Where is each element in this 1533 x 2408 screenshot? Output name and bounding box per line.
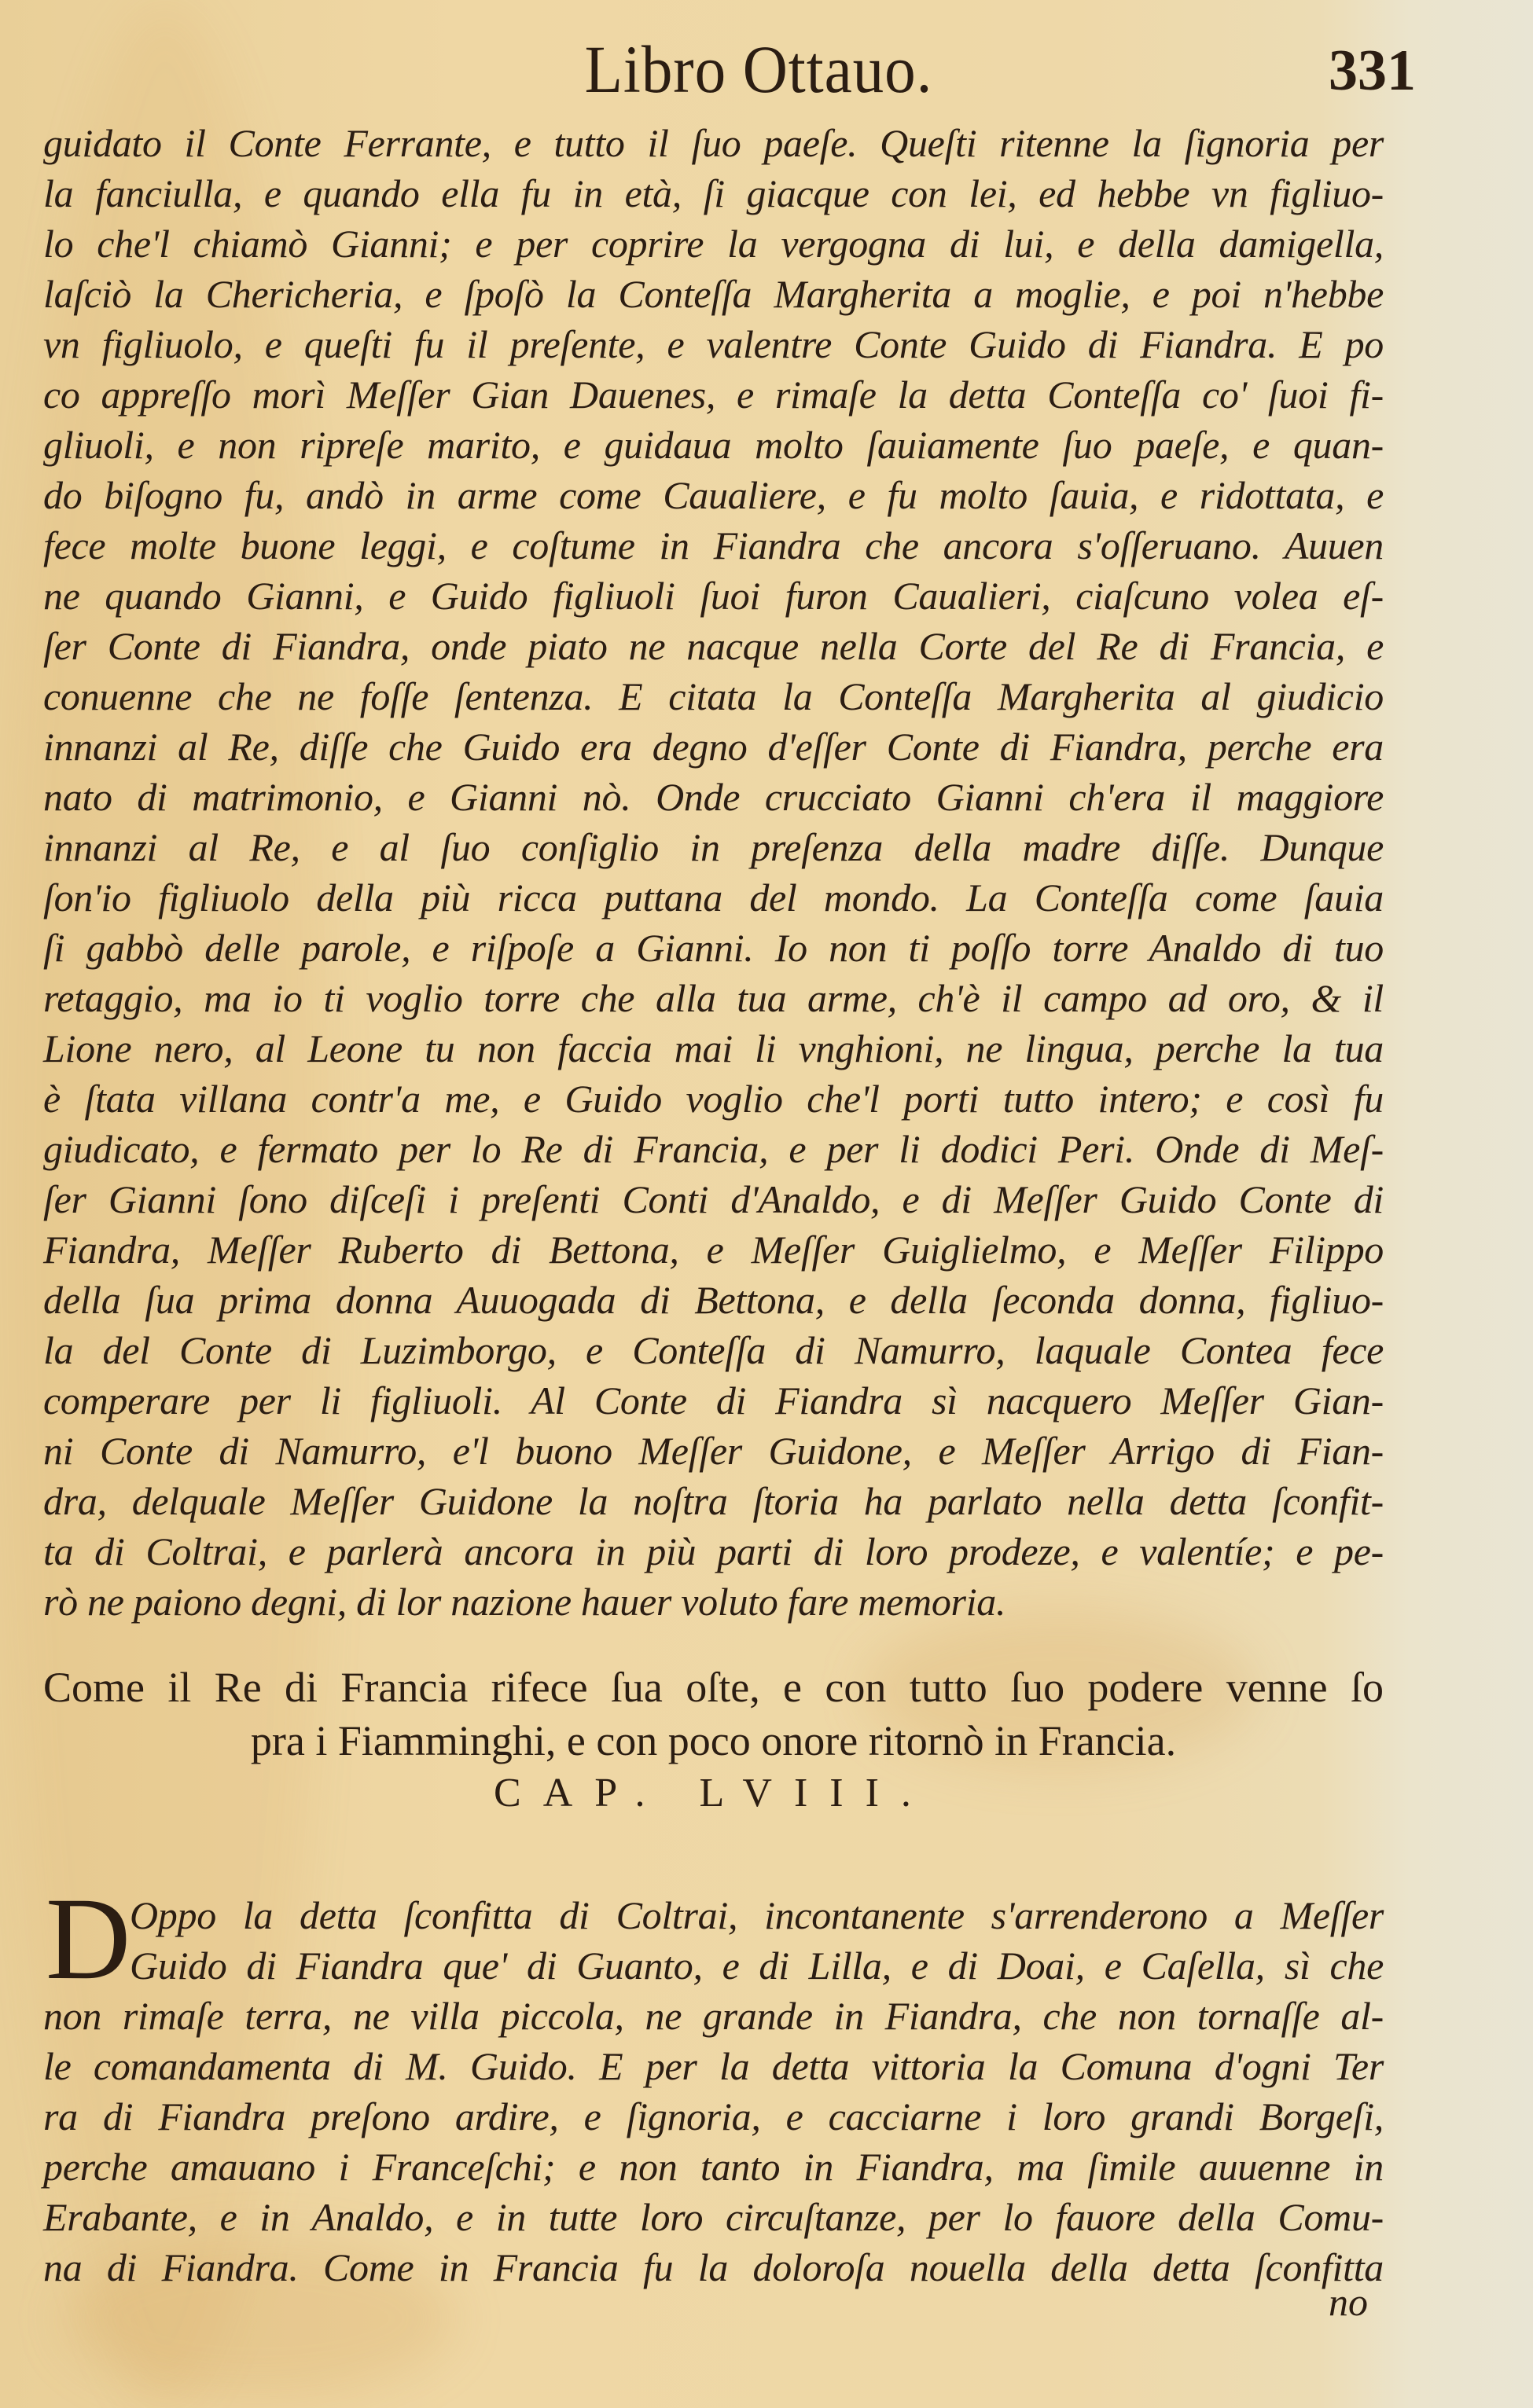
text-line: vn figliuolo, e queſti fu il preſente, e valentre Conte Guido di Fiandra. E po <box>43 322 1384 366</box>
text-line: ſon'io figliuolo della più ricca puttana del mondo. La Conteſſa come ſauia <box>43 875 1384 920</box>
running-title: Libro Ottauo. <box>584 31 933 107</box>
text-line: ſer Gianni ſono diſceſi i preſenti Conti d'Analdo, e di Meſſer Guido Conte di <box>43 1177 1384 1221</box>
running-head <box>0 24 1533 110</box>
text-line: co appreſſo morì Meſſer Gian Dauenes, e rimaſe la detta Conteſſa co' ſuoi fi- <box>43 373 1384 417</box>
text-line: laſciò la Chericheria, e ſpoſò la Conteſſa Margherita a moglie, e poi n'hebbe <box>43 272 1384 316</box>
text-line: ſi gabbò delle parole, e riſpoſe a Gianni. Io non ti poſſo torre Analdo di tuo <box>43 926 1384 970</box>
text-line: ni Conte di Namurro, e'l buono Meſſer Guidone, e Meſſer Arrigo di Fian- <box>43 1429 1384 1473</box>
text-line: la fanciulla, e quando ella fu in età, ſi giacque con lei, ed hebbe vn figliuo- <box>43 171 1384 215</box>
text-line: non rimaſe terra, ne villa piccola, ne grande in Fiandra, che non tornaſſe al- <box>43 1994 1384 2038</box>
text-line: ta di Coltrai, e parlerà ancora in più parti di loro prodeze, e valentíe; e pe- <box>43 1529 1384 1573</box>
text-line: conuenne che ne foſſe ſentenza. E citata la Conteſſa Margherita al giudicio <box>43 674 1384 718</box>
text-line: guidato il Conte Ferrante, e tutto il ſuo paeſe. Queſti ritenne la ſignoria per <box>43 121 1384 165</box>
text-line: do biſogno fu, andò in arme come Caualiere, e fu molto ſauia, e ridottata, e <box>43 473 1384 517</box>
text-line: Erabante, e in Analdo, e in tutte loro circuſtanze, per lo fauore della Comu- <box>43 2195 1384 2239</box>
text-line: le comandamenta di M. Guido. E per la detta vittoria la Comuna d'ogni Ter <box>43 2044 1384 2088</box>
text-line: ne quando Gianni, e Guido figliuoli ſuoi furon Caualieri, ciaſcuno volea eſ- <box>43 574 1384 618</box>
text-line: gliuoli, e non ripreſe marito, e guidaua molto ſauiamente ſuo paeſe, e quan- <box>43 423 1384 467</box>
text-line: la del Conte di Luzimborgo, e Conteſſa di Namurro, laquale Contea fece <box>43 1328 1384 1372</box>
text-line: na di Fiandra. Come in Francia fu la doloroſa nouella della detta ſconfitta <box>43 2245 1384 2289</box>
text-line: giudicato, e fermato per lo Re di Francia, e per li dodici Peri. Onde di Meſ- <box>43 1127 1384 1171</box>
text-line: Fiandra, Meſſer Ruberto di Bettona, e Meſſer Guiglielmo, e Meſſer Filippo <box>43 1228 1384 1272</box>
text-line: rò ne paiono degni, di lor nazione hauer voluto fare memoria. <box>43 1580 1006 1624</box>
chapter-title-line-1: Come il Re di Francia rifece ſua oſte, e con tutto ſuo podere venne ſo <box>43 1664 1384 1711</box>
catchword: no <box>1329 2280 1368 2324</box>
text-line: Oppo la detta ſconfitta di Coltrai, incontanente s'arrenderono a Meſſer <box>130 1893 1384 1937</box>
text-line: ſer Conte di Fiandra, onde piato ne nacque nella Corte del Re di Francia, e <box>43 624 1384 668</box>
page-number: 331 <box>1329 39 1416 103</box>
text-line: innanzi al Re, e al ſuo conſiglio in preſenza della madre diſſe. Dunque <box>43 825 1384 869</box>
drop-cap: D <box>46 1874 131 2004</box>
text-line: comperare per li figliuoli. Al Conte di Fiandra sì nacquero Meſſer Gian- <box>43 1378 1384 1422</box>
text-line: della ſua prima donna Auuogada di Bettona, e della ſeconda donna, figliuo- <box>43 1278 1384 1322</box>
text-line: è ſtata villana contr'a me, e Guido voglio che'l porti tutto intero; e così fu <box>43 1077 1384 1121</box>
text-line: fece molte buone leggi, e coſtume in Fiandra che ancora s'oſſeruano. Auuen <box>43 523 1384 567</box>
text-line: Guido di Fiandra que' di Guanto, e di Lilla, e di Doai, e Caſella, sì che <box>130 1944 1384 1988</box>
text-line: innanzi al Re, diſſe che Guido era degno d'eſſer Conte di Fiandra, perche era <box>43 725 1384 769</box>
text-line: retaggio, ma io ti voglio torre che alla tua arme, ch'è il campo ad oro, & il <box>43 976 1384 1020</box>
chapter-number: CAP. LVIII. <box>494 1771 933 1815</box>
text-line: ra di Fiandra preſono ardire, e ſignoria, e cacciarne i loro grandi Borgeſi, <box>43 2094 1384 2138</box>
text-line: perche amauano i Franceſchi; e non tanto in Fiandra, ma ſimile auuenne in <box>43 2145 1384 2189</box>
text-line: nato di matrimonio, e Gianni nò. Onde crucciato Gianni ch'era il maggiore <box>43 775 1384 819</box>
text-line: Lione nero, al Leone tu non faccia mai li vnghioni, ne lingua, perche la tua <box>43 1026 1384 1070</box>
text-line: dra, delquale Meſſer Guidone la noſtra ſtoria ha parlato nella detta ſconfit- <box>43 1479 1384 1523</box>
text-line: lo che'l chiamò Gianni; e per coprire la vergogna di lui, e della damigella, <box>43 222 1384 266</box>
chapter-title-line-2: pra i Fiamminghi, e con poco onore ritornò in Francia. <box>250 1717 1177 1764</box>
